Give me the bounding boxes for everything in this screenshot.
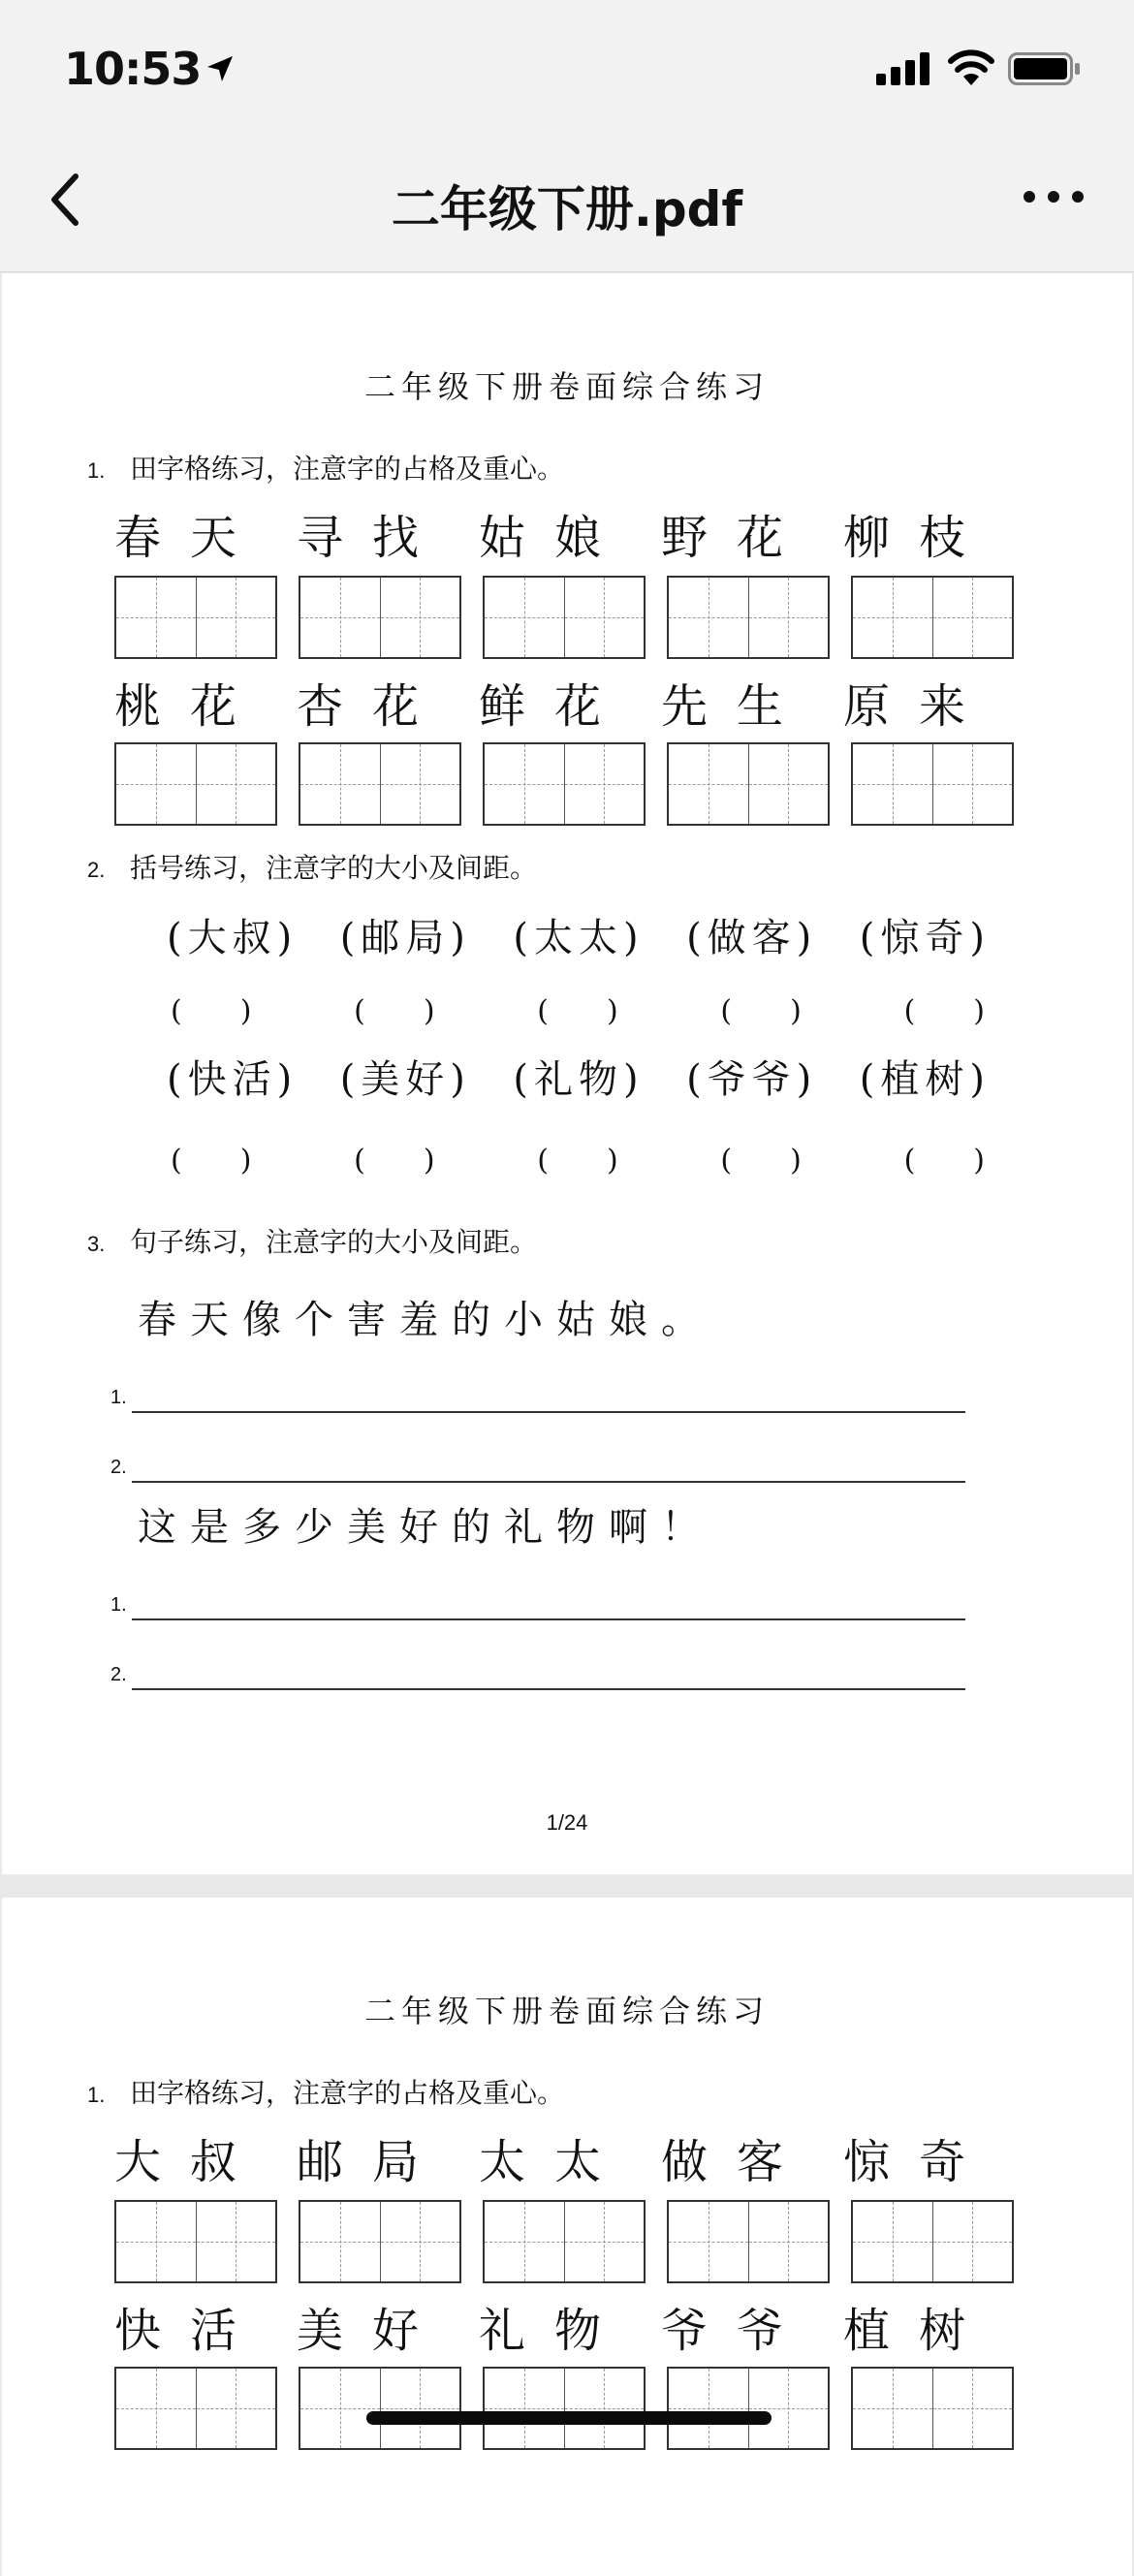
question-1-heading bbox=[87, 2072, 564, 2111]
writing-line bbox=[110, 1380, 965, 1413]
tianzige-box bbox=[851, 576, 1014, 659]
empty-bracket: ( ) bbox=[354, 994, 435, 1028]
tianzige-box bbox=[483, 742, 646, 826]
word: 礼物 bbox=[479, 2304, 631, 2358]
word-row bbox=[114, 500, 1025, 567]
bracket-word: (爷爷) bbox=[686, 1057, 818, 1102]
question-number: 3. bbox=[87, 1232, 106, 1256]
word-row bbox=[114, 2124, 1025, 2191]
model-sentence: 春天像个害羞的小姑娘。 bbox=[138, 1298, 713, 1342]
empty-bracket: ( ) bbox=[720, 994, 802, 1028]
empty-bracket: ( ) bbox=[720, 1144, 802, 1178]
tianzige-box bbox=[483, 576, 646, 659]
word: 邮局 bbox=[297, 2135, 449, 2189]
word: 春天 bbox=[114, 511, 267, 565]
writing-line bbox=[110, 1587, 965, 1620]
tianzige-box bbox=[114, 576, 277, 659]
bracket-word: (邮局) bbox=[339, 916, 471, 960]
tianzige-box bbox=[299, 2367, 461, 2450]
page-number: 1/24 bbox=[546, 1810, 588, 1835]
bracket-word: (植树) bbox=[859, 1057, 991, 1102]
word: 鲜花 bbox=[479, 679, 631, 734]
word: 大叔 bbox=[114, 2135, 267, 2189]
word: 桃花 bbox=[114, 679, 267, 734]
empty-bracket: ( ) bbox=[903, 1144, 985, 1178]
battery-icon bbox=[1008, 52, 1082, 85]
clock: 10:53 bbox=[64, 43, 202, 95]
question-2-heading bbox=[87, 847, 537, 886]
tianzige-box bbox=[114, 742, 277, 826]
word: 太太 bbox=[479, 2135, 631, 2189]
empty-bracket-row bbox=[171, 1136, 985, 1178]
tianzige-box bbox=[299, 576, 461, 659]
bracket-word: (做客) bbox=[686, 916, 818, 960]
line-number: 1. bbox=[110, 1387, 127, 1408]
word: 姑娘 bbox=[479, 511, 631, 565]
more-options-icon[interactable] bbox=[1020, 182, 1087, 211]
question-text: 田字格练习，注意字的占格及重心。 bbox=[130, 2077, 565, 2109]
empty-bracket: ( ) bbox=[171, 994, 252, 1028]
bracket-word: (大叔) bbox=[167, 916, 299, 960]
writing-line bbox=[110, 1657, 965, 1690]
pdf-page-2[interactable] bbox=[2, 1898, 1132, 2576]
empty-bracket: ( ) bbox=[171, 1144, 252, 1178]
bracket-word: (礼物) bbox=[513, 1057, 645, 1102]
pdf-page-1[interactable] bbox=[2, 273, 1132, 1874]
bracket-row bbox=[167, 907, 991, 962]
document-title: 二年级下册.pdf bbox=[391, 181, 743, 237]
bracket-word: (快活) bbox=[167, 1057, 299, 1102]
wifi-icon bbox=[948, 48, 994, 85]
empty-bracket: ( ) bbox=[537, 1144, 618, 1178]
cellular-signal-icon bbox=[876, 52, 930, 85]
writing-line bbox=[110, 1450, 965, 1483]
line-number: 2. bbox=[110, 1457, 127, 1478]
word: 快活 bbox=[114, 2304, 267, 2358]
empty-bracket: ( ) bbox=[354, 1144, 435, 1178]
word: 柳枝 bbox=[843, 511, 995, 565]
question-1-heading bbox=[87, 448, 564, 487]
question-number: 2. bbox=[87, 858, 106, 882]
worksheet-title: 二年级下册卷面综合练习 bbox=[363, 368, 770, 405]
tianzige-box bbox=[483, 2367, 646, 2450]
word: 野花 bbox=[661, 511, 813, 565]
word: 植树 bbox=[843, 2304, 995, 2358]
word-row bbox=[114, 2293, 1025, 2360]
tianzige-row bbox=[114, 2200, 1014, 2283]
word: 做客 bbox=[661, 2135, 813, 2189]
location-arrow-icon bbox=[205, 54, 235, 83]
empty-bracket: ( ) bbox=[903, 994, 985, 1028]
tianzige-box bbox=[851, 2367, 1014, 2450]
question-text: 括号练习，注意字的大小及间距。 bbox=[130, 852, 538, 884]
tianzige-box bbox=[299, 2200, 461, 2283]
bracket-word: (太太) bbox=[513, 916, 645, 960]
tianzige-box bbox=[667, 742, 830, 826]
bracket-word: (美好) bbox=[339, 1057, 471, 1102]
tianzige-box bbox=[851, 742, 1014, 826]
home-indicator[interactable] bbox=[366, 2411, 772, 2425]
tianzige-box bbox=[667, 576, 830, 659]
model-sentence: 这是多少美好的礼物啊！ bbox=[138, 1505, 713, 1550]
word: 惊奇 bbox=[843, 2135, 995, 2189]
bracket-row bbox=[167, 1049, 991, 1104]
word: 爷爷 bbox=[661, 2304, 813, 2358]
question-number: 1. bbox=[87, 2083, 106, 2107]
tianzige-row bbox=[114, 576, 1014, 659]
line-number: 2. bbox=[110, 1664, 127, 1685]
empty-bracket-row bbox=[171, 987, 985, 1029]
line-number: 1. bbox=[110, 1594, 127, 1616]
worksheet-title: 二年级下册卷面综合练习 bbox=[363, 1993, 770, 2029]
word: 寻找 bbox=[297, 511, 449, 565]
tianzige-box bbox=[667, 2200, 830, 2283]
navigation-bar bbox=[0, 145, 1134, 272]
tianzige-row bbox=[114, 742, 1014, 826]
tianzige-box bbox=[667, 2367, 830, 2450]
question-3-heading bbox=[87, 1221, 537, 1260]
word-row bbox=[114, 669, 1025, 736]
tianzige-box bbox=[114, 2200, 277, 2283]
question-text: 田字格练习，注意字的占格及重心。 bbox=[130, 453, 565, 485]
status-bar bbox=[0, 0, 1134, 145]
word: 原来 bbox=[843, 679, 995, 734]
word: 杏花 bbox=[297, 679, 449, 734]
tianzige-box bbox=[483, 2200, 646, 2283]
question-number: 1. bbox=[87, 458, 106, 483]
word: 美好 bbox=[297, 2304, 449, 2358]
bracket-word: (惊奇) bbox=[859, 916, 991, 960]
tianzige-box bbox=[299, 742, 461, 826]
question-text: 句子练习，注意字的大小及间距。 bbox=[130, 1226, 538, 1258]
word: 先生 bbox=[661, 679, 813, 734]
tianzige-box bbox=[114, 2367, 277, 2450]
tianzige-box bbox=[851, 2200, 1014, 2283]
tianzige-row bbox=[114, 2367, 1014, 2450]
empty-bracket: ( ) bbox=[537, 994, 618, 1028]
